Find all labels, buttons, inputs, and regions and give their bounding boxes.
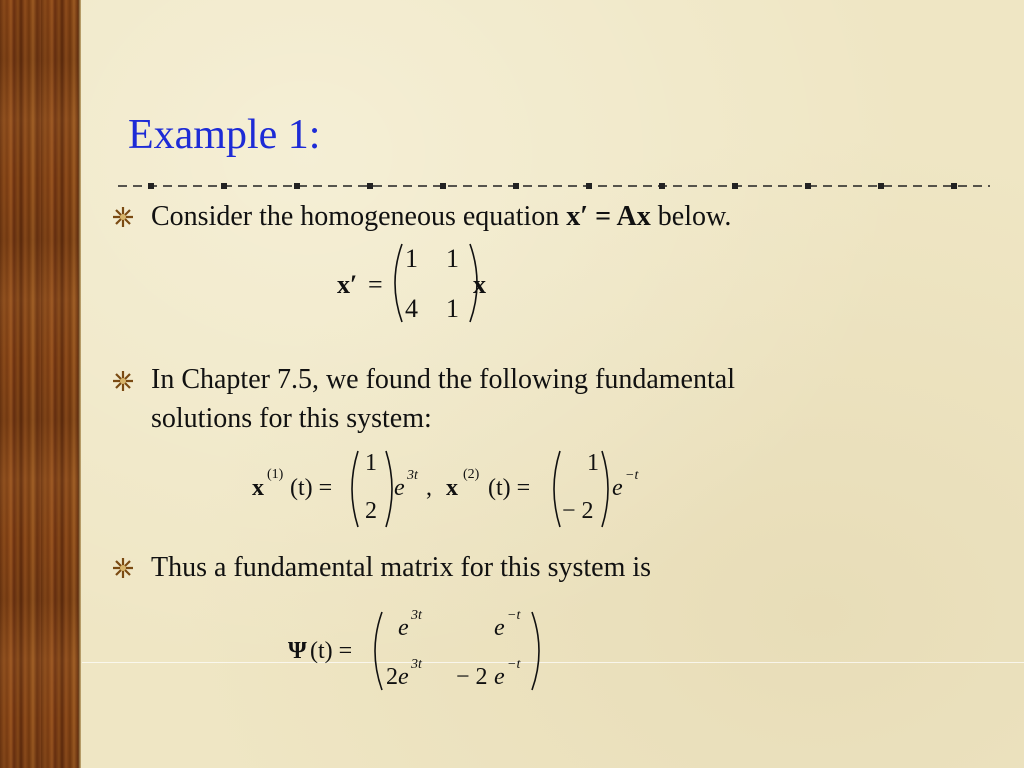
slide-title: Example 1: — [128, 112, 321, 158]
background-line — [82, 662, 1024, 663]
bullet-star-icon — [112, 557, 134, 579]
title-divider — [118, 183, 990, 189]
matrix-brackets — [386, 240, 486, 326]
wood-edge — [78, 0, 81, 768]
bullet-star-icon — [112, 370, 134, 392]
bullet-2-line-1: In Chapter 7.5, we found the following fundamental — [151, 364, 735, 395]
bullet-1-text: Consider the homogeneous equation x′ = Ax below. — [151, 201, 732, 232]
bullet-star-icon — [112, 206, 134, 228]
bullet-3-text: Thus a fundamental matrix for this system is — [151, 552, 652, 583]
bullet-2-line-2: solutions for this system: — [151, 403, 432, 434]
wood-border — [0, 0, 78, 768]
